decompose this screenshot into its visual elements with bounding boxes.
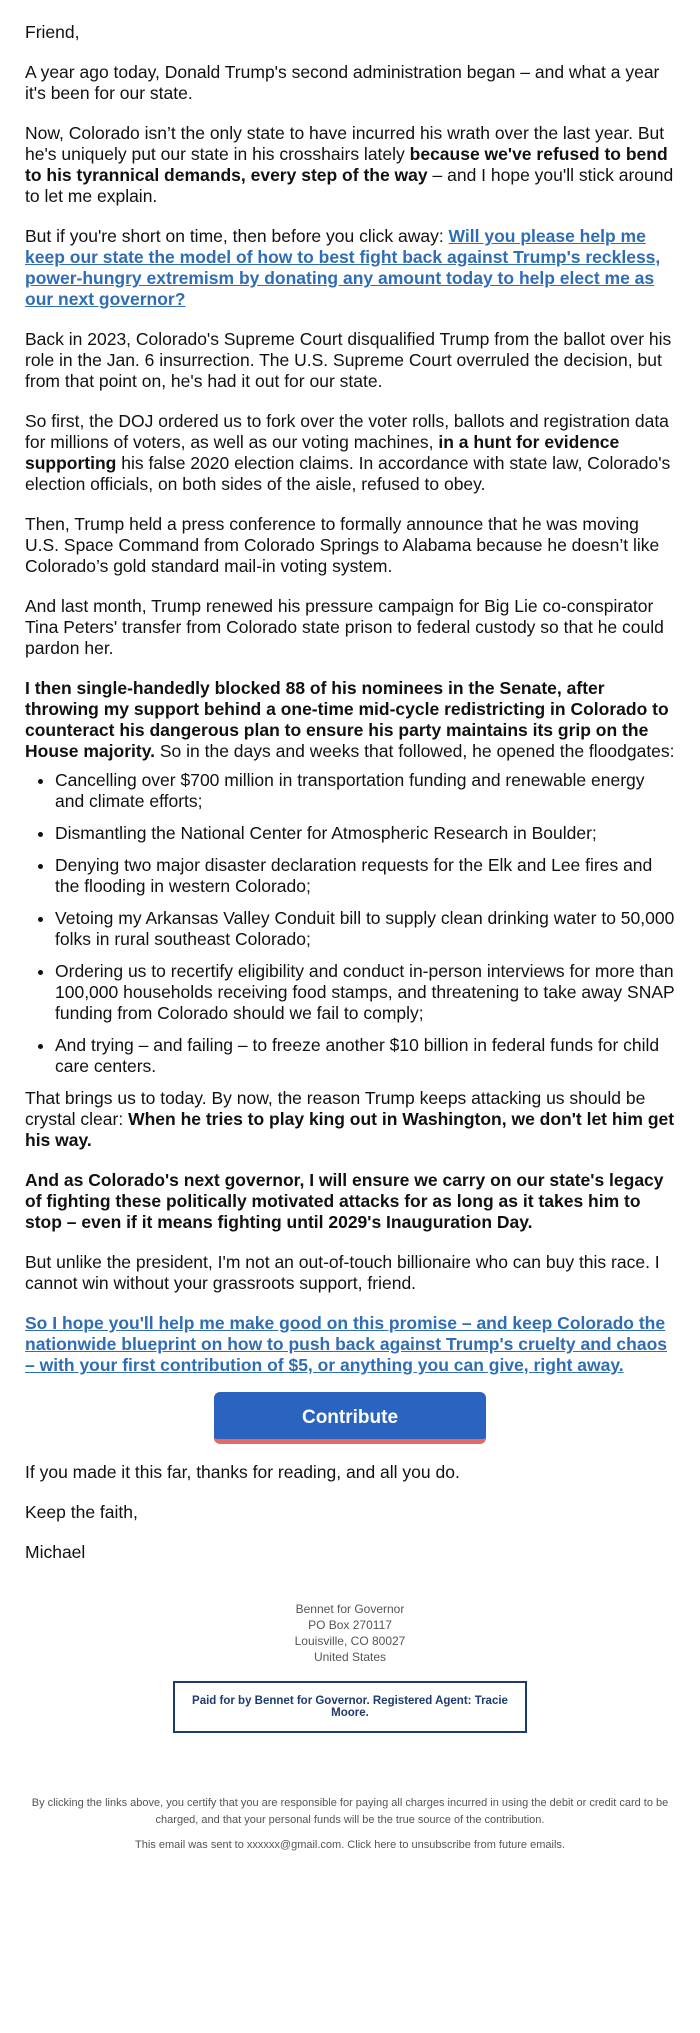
paragraph-crosshairs <box>25 123 675 207</box>
paragraph-today <box>25 1088 675 1151</box>
contribution-link[interactable]: So I hope you'll help me make good on this promise – and keep Colorado the nationwide blueprint on how to push back against Trump's cruelty and chaos – with your first contribution of $5, or anything you can give, right away. <box>25 1313 668 1375</box>
text: Now, Colorado isn’t the only state to have incurred his wrath over the last year. But he's uniquely put our state in his crosshairs lately <box>25 123 665 164</box>
address-line: Bennet for Governor <box>295 1602 405 1616</box>
address-line: United States <box>313 1650 387 1664</box>
closing-thanks: If you made it this far, thanks for reading, and all you do. <box>25 1462 460 1482</box>
paragraph-governor-promise <box>25 1170 675 1233</box>
bold-text: in a hunt for evidence supporting <box>25 432 620 473</box>
bold-text: because we've refused to bend to his tyrannical demands, every step of the way <box>25 144 668 185</box>
paragraph-nominees <box>25 678 675 762</box>
cta-row <box>25 1392 675 1444</box>
donate-link[interactable]: Will you please help me keep our state the model of how to best fight back against Trump's reckless, power-hungry extremism by donating any amount today to help elect me as our next governor? <box>25 226 661 309</box>
paragraph-doj <box>25 411 675 495</box>
bold-text: I then single-handedly blocked 88 of his nominees in the Senate, after throwing my support behind a one-time mid-cycle redistricting in Colorado to counteract his dangerous plan to ensure his party maintains its grip on the House majority. <box>25 678 669 761</box>
paragraph-tina-peters: And last month, Trump renewed his pressure campaign for Big Lie co-conspirator Tina Peters' transfer from Colorado state prison to federal custody so that he could pardon her. <box>25 596 664 658</box>
list-item: • And trying – and failing – to freeze another $10 billion in federal funds for child care centers. <box>55 1035 675 1077</box>
paragraph-final-ask <box>25 1313 675 1376</box>
paragraph-2023: Back in 2023, Colorado's Supreme Court disqualified Trump from the ballot over his role in the Jan. 6 insurrection. The U.S. Supreme Court overruled the decision, but from that point on, he's had it out for our state. <box>25 329 672 391</box>
address-line: PO Box 270117 <box>308 1618 392 1632</box>
list-item: • Vetoing my Arkansas Valley Conduit bill to supply clean drinking water to 50,000 folks in rural southeast Colorado; <box>55 908 675 950</box>
paragraph-grassroots: But unlike the president, I'm not an out-of-touch billionaire who can buy this race. I cannot win without your grassroots support, friend. <box>25 1252 660 1293</box>
bold-text: And as Colorado's next governor, I will ensure we carry on our state's legacy of fighting these politically motivated attacks for as long as it takes him to stop – even if it means fighting until 2029's Inauguration Day. <box>25 1170 664 1232</box>
text: So in the days and weeks that followed, he opened the floodgates: <box>155 741 675 761</box>
signature: Michael <box>25 1542 86 1562</box>
attacks-list <box>25 770 675 1077</box>
text: That brings us to today. By now, the reason Trump keeps attacking us should be crystal clear: <box>25 1088 646 1129</box>
address-line: Louisville, CO 80027 <box>294 1634 406 1648</box>
list-item: • Cancelling over $700 million in transportation funding and renewable energy and climate efforts; <box>55 770 675 812</box>
paragraph-space-command: Then, Trump held a press conference to formally announce that he was moving U.S. Space Command from Colorado Springs to Alabama because he doesn’t like Colorado’s gold standard mail-in voting system. <box>25 514 660 576</box>
text: But if you're short on time, then before you click away: <box>25 226 449 246</box>
paid-for-disclaimer: Paid for by Bennet for Governor. Registered Agent: Tracie Moore. <box>173 1681 527 1733</box>
unsubscribe-notice[interactable]: This email was sent to xxxxxx@gmail.com. Click here to unsubscribe from future emails. <box>135 1839 565 1851</box>
list-item: • Ordering us to recertify eligibility and conduct in-person interviews for more than 100,000 households receiving food stamps, and threatening to take away SNAP funding from Colorado should we fail to comply; <box>55 961 675 1024</box>
list-item: • Denying two major disaster declaration requests for the Elk and Lee fires and the flooding in western Colorado; <box>55 855 675 897</box>
contribute-button[interactable]: Contribute <box>214 1392 486 1444</box>
paragraph-ask <box>25 226 675 310</box>
list-item: • Dismantling the National Center for Atmospheric Research in Boulder; <box>55 823 675 844</box>
paid-for-row <box>25 1681 675 1733</box>
mailing-address <box>25 1601 675 1665</box>
closing-keep-faith: Keep the faith, <box>25 1502 138 1522</box>
legal-disclaimer: By clicking the links above, you certify that you are responsible for paying all charges incurred in using the debit or credit card to be charged, and that your personal funds will be the true source of the contribution. <box>31 1797 669 1826</box>
text: his false 2020 election claims. In accordance with state law, Colorado's election officials, on both sides of the aisle, refused to obey. <box>25 453 671 494</box>
text: So first, the DOJ ordered us to fork over the voter rolls, ballots and registration data for millions of voters, as well as our voting machines, <box>25 411 669 452</box>
bold-text: When he tries to play king out in Washington, we don't let him get his way. <box>25 1109 675 1150</box>
paragraph-intro: A year ago today, Donald Trump's second administration began – and what a year it's been for our state. <box>25 62 660 103</box>
text: – and I hope you'll stick around to let me explain. <box>25 165 674 206</box>
greeting: Friend, <box>25 22 80 42</box>
